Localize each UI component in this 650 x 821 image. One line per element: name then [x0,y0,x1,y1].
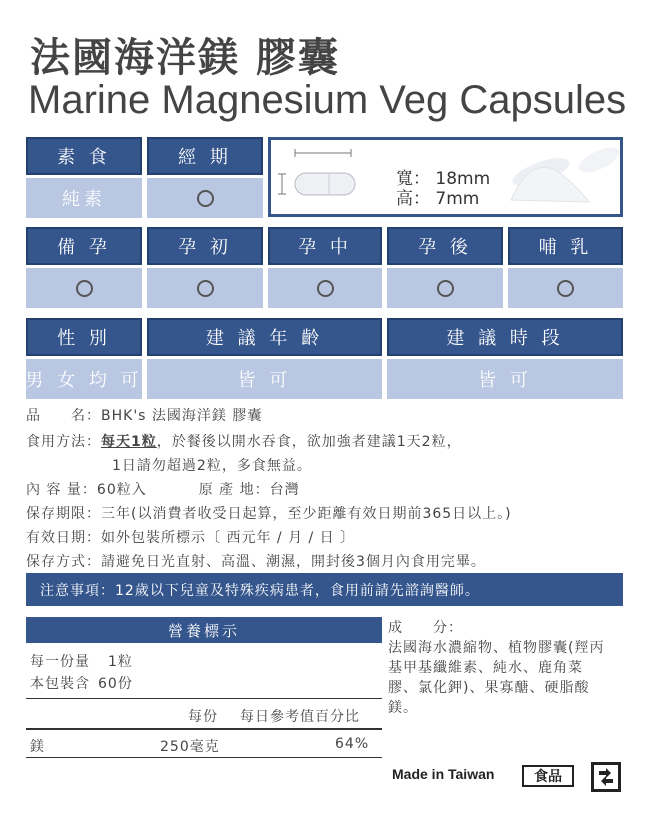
info-usage [26,431,462,451]
header-mid-pregnancy: 孕 中 [268,227,382,265]
circle-icon [557,280,574,297]
info-usage-label: 食用方法： [26,434,101,450]
nutrition-bottom-rule [26,757,382,758]
circle-icon [197,190,214,207]
header-pre-pregnancy: 備 孕 [26,227,142,265]
food-badge: 食品 [522,765,574,787]
notice-bar: 注意事項：12歲以下兒童及特殊疾病患者，食用前請先諮詢醫師。 [26,573,623,606]
info-shelf-value: 三年(以消費者收受日起算，至少距離有效日期前365日以上。) [101,506,512,522]
nutrient-daily-value: 64% [335,736,370,752]
info-name-label: 品 名： [26,408,101,424]
servings-value: 60份 [98,676,133,692]
info-storage-label: 保存方式： [26,554,101,570]
nutrition-header: 營養標示 [26,617,382,643]
value-suggested-age: 皆 可 [147,359,382,399]
title-english: Marine Magnesium Veg Capsules [28,78,627,122]
capsule-size-box [268,137,623,217]
circle-icon [76,280,93,297]
info-storage [26,551,486,571]
info-name-value: BHK's 法國海洋鎂 膠囊 [101,408,263,424]
info-usage-rest: ，於餐後以開水吞食，欲加強者建議1天2粒， [156,434,462,450]
recycle-icon [591,762,621,792]
ingredients-label: 成 分： [388,620,463,636]
serving-size-label: 每一份量 [30,654,90,670]
column-daily-value: 每日參考值百分比 [240,709,360,725]
info-shelf-label: 保存期限： [26,506,101,522]
nutrition-divider [26,698,382,699]
info-name [26,405,262,425]
circle-icon [197,280,214,297]
ingredients-line: 法國海水濃縮物、植物膠囊(羥丙 [388,640,605,656]
made-in-label: Made in Taiwan [392,766,495,782]
header-breastfeeding: 哺 乳 [508,227,623,265]
value-late-pregnancy [387,268,503,308]
ingredients-line: 基甲基纖維素、純水、鹿角菜 [388,660,583,676]
value-mid-pregnancy [268,268,382,308]
ingredients-line: 鎂。 [388,700,418,716]
header-suggested-time: 建 議 時 段 [387,318,623,356]
capsule-height: 高： 7mm [396,189,480,209]
title-chinese: 法國海洋鎂 膠囊 [30,35,340,81]
nutrient-amount: 250毫克 [160,739,220,755]
info-origin-value: 台灣 [269,482,300,498]
column-per-serving: 每份 [188,709,218,725]
servings-per-package [30,673,133,693]
value-vegetarian: 純素 [26,178,142,218]
info-expiry-label: 有效日期： [26,530,101,546]
value-breastfeeding [508,268,623,308]
info-shelf-life [26,503,512,523]
info-content-label: 內 容 量： [26,482,97,498]
info-storage-value: 請避免日光直射、高溫、潮濕，開封後3個月內食用完畢。 [101,554,486,570]
value-early-pregnancy [147,268,263,308]
serving-size [30,651,133,671]
circle-icon [437,280,454,297]
info-content [26,479,300,499]
header-late-pregnancy: 孕 後 [387,227,503,265]
info-content-value: 60粒入 [96,482,147,498]
ingredients-line: 膠、氯化鉀)、果寡醣、硬脂酸 [388,680,590,696]
value-suggested-time: 皆 可 [387,359,623,399]
capsule-width: 寬： 18mm [396,169,491,189]
header-vegetarian: 素 食 [26,137,142,175]
circle-icon [317,280,334,297]
info-usage-line2: 1日請勿超過2粒，多食無益。 [112,458,312,474]
info-origin-label: 原 產 地： [198,482,270,498]
info-usage-bold: 每天1粒 [101,434,157,450]
value-pre-pregnancy [26,268,142,308]
header-gender: 性 別 [26,318,142,356]
info-expiry [26,527,355,547]
header-early-pregnancy: 孕 初 [147,227,263,265]
nutrient-name: 鎂 [30,739,45,755]
value-menstrual [147,178,263,218]
info-expiry-value: 如外包裝所標示〔 西元年 / 月 / 日 〕 [101,530,356,546]
nutrition-divider-thick [26,728,382,730]
header-suggested-age: 建 議 年 齡 [147,318,382,356]
serving-size-value: 1粒 [108,654,133,670]
servings-label: 本包裝含 [30,676,90,692]
value-gender: 男 女 均 可 [26,359,142,399]
header-menstrual: 經 期 [147,137,263,175]
